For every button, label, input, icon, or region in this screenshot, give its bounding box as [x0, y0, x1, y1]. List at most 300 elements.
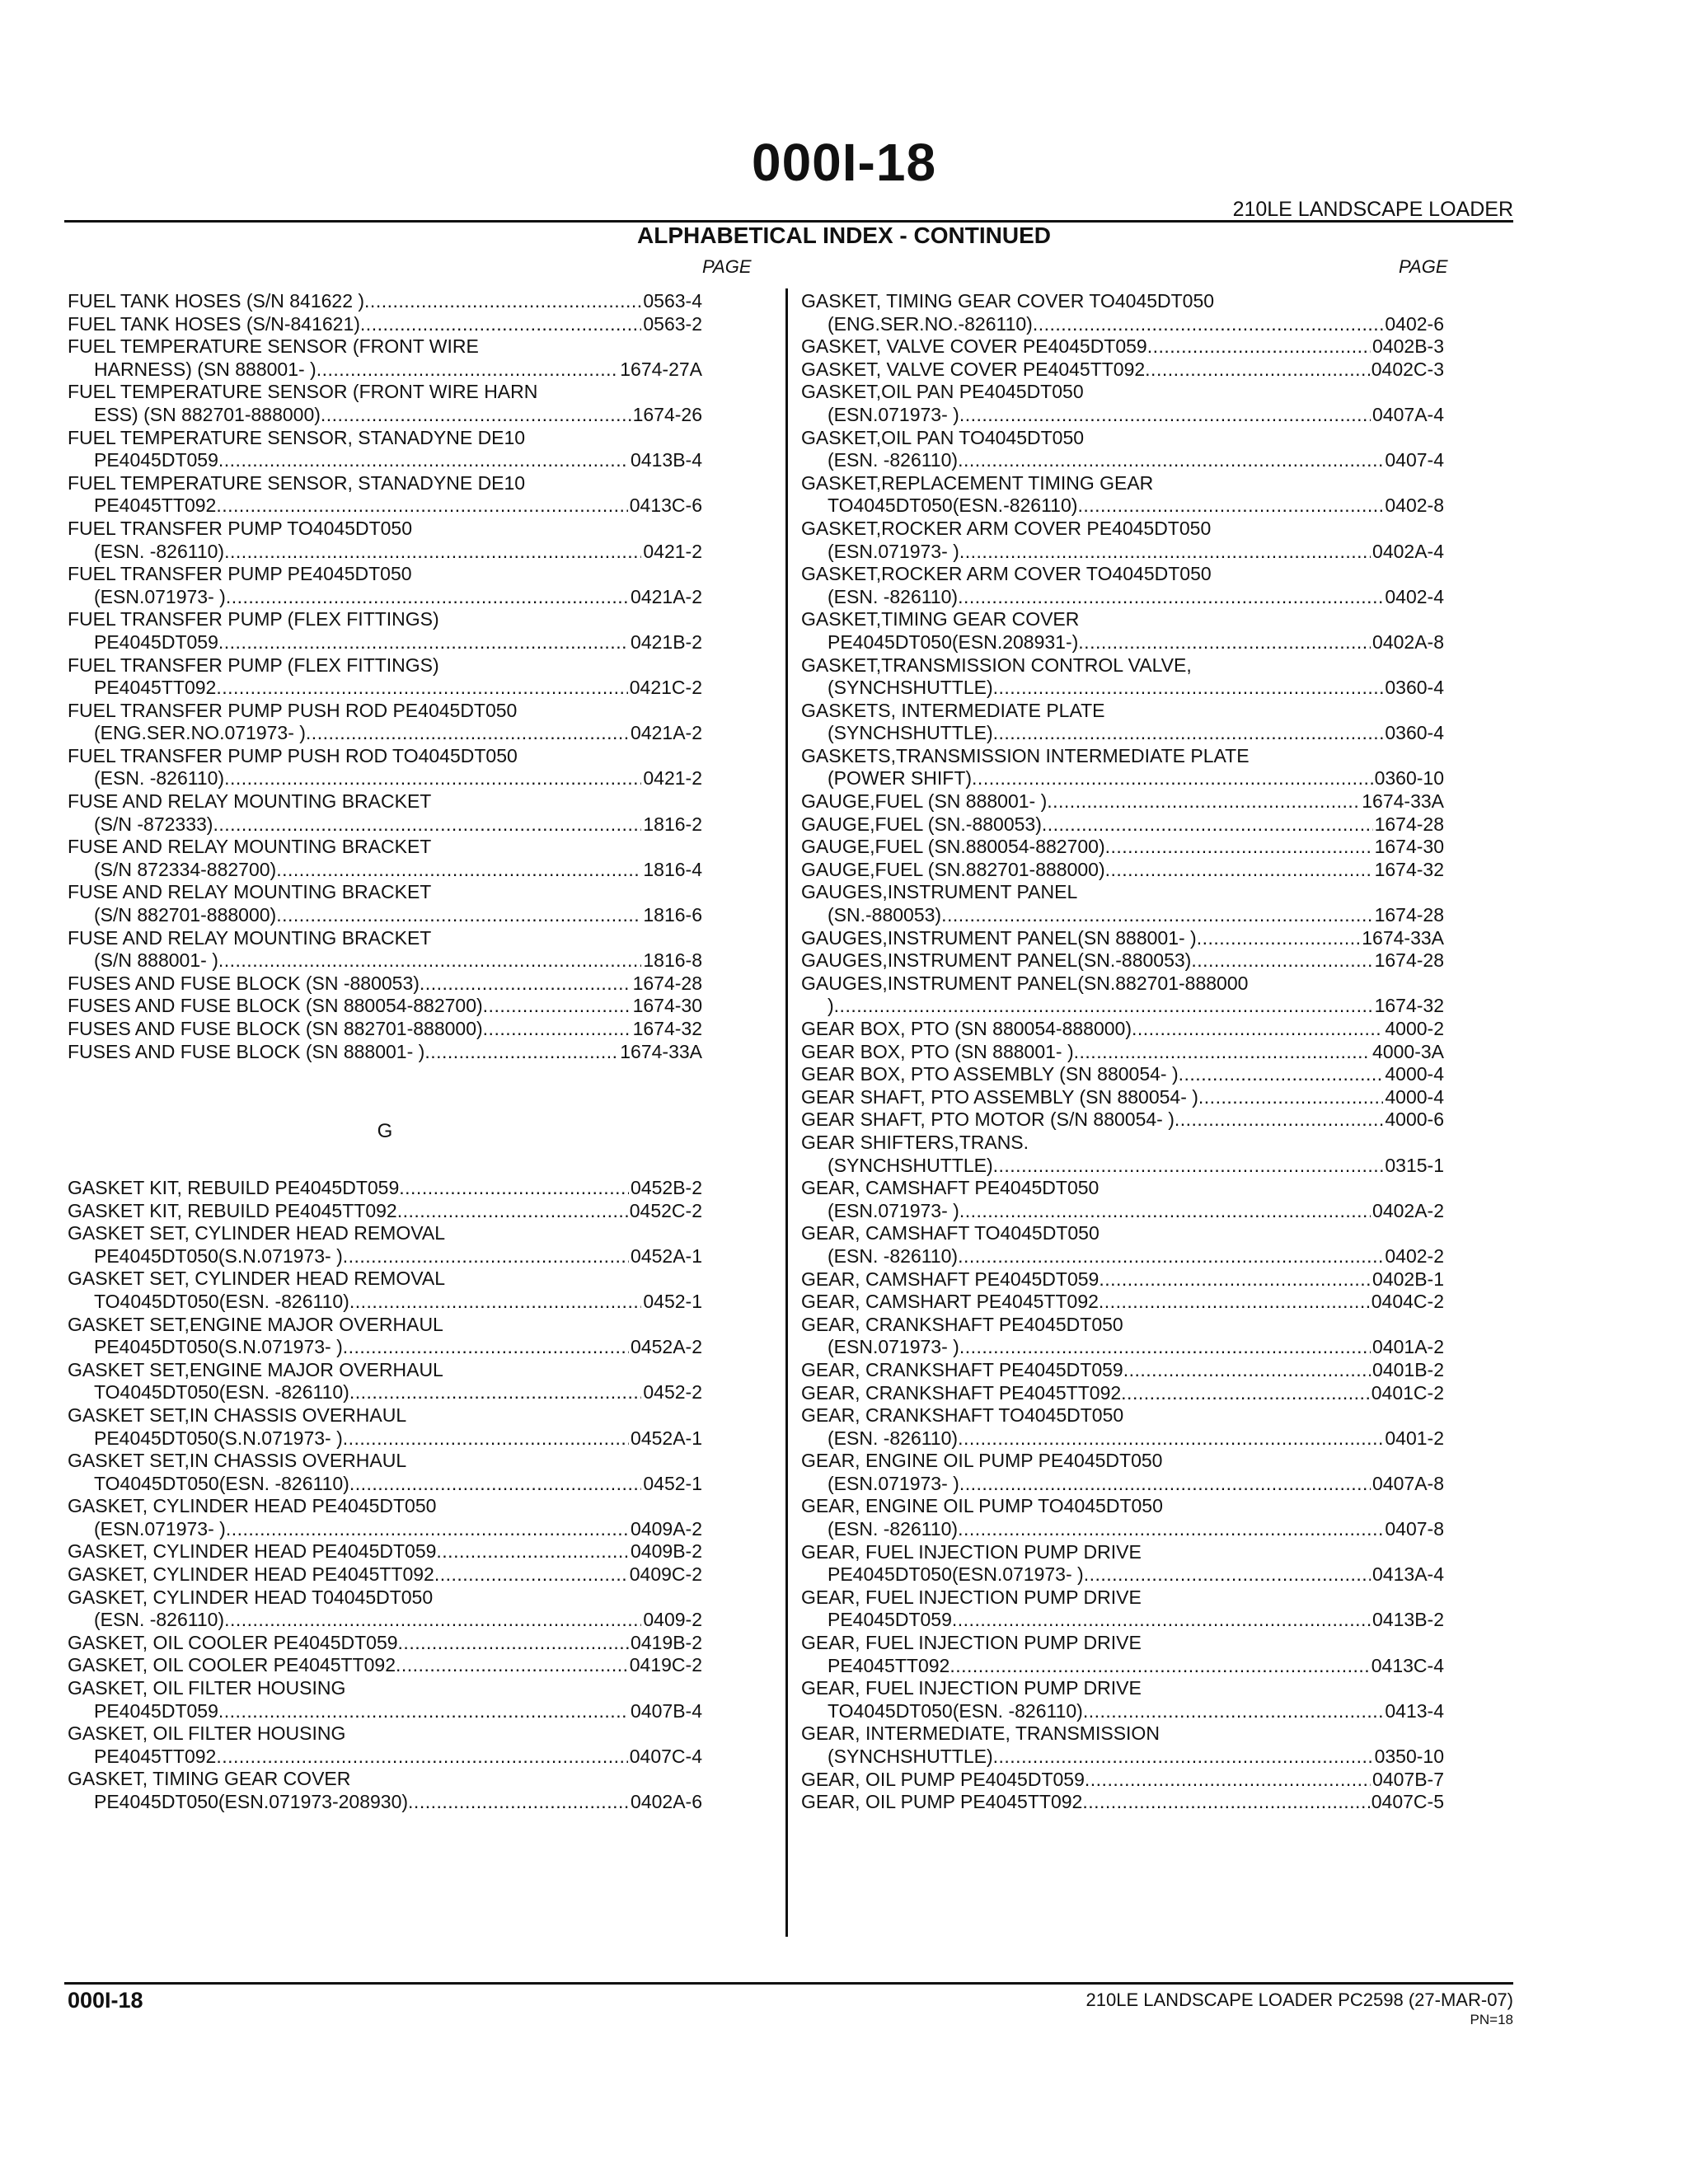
entry-text: FUEL TRANSFER PUMP PUSH ROD TO4045DT050 — [68, 744, 518, 766]
entry-page-ref: 4000-4 — [1385, 1063, 1444, 1085]
index-entry-line — [68, 1245, 702, 1268]
entry-text: FUEL TRANSFER PUMP PE4045DT050 — [68, 563, 412, 585]
index-entry — [68, 972, 702, 996]
index-entry-line — [801, 1041, 1444, 1064]
index-entry-line — [68, 1609, 702, 1632]
index-entry-line — [68, 1563, 702, 1586]
index-entry-line — [801, 1268, 1444, 1291]
index-entry-line — [68, 836, 702, 859]
entry-page-ref: 0407-8 — [1385, 1518, 1444, 1540]
index-entry-line — [68, 1291, 702, 1314]
index-entry-line — [68, 700, 702, 723]
entry-page-ref: 0402A-6 — [631, 1791, 702, 1812]
entry-text: (ESN.071973- ) — [828, 403, 959, 425]
footer-pn: PN=18 — [1470, 2012, 1513, 2027]
index-entry-line — [801, 1450, 1444, 1473]
index-entry-line — [801, 904, 1444, 927]
page-title: 000I-18 — [751, 133, 937, 192]
index-entry-line — [68, 1268, 702, 1291]
footer-rule — [64, 1982, 1513, 1985]
dot-leader — [993, 722, 1384, 745]
dot-leader — [396, 1654, 628, 1677]
dot-leader — [226, 586, 629, 609]
index-entry — [68, 472, 702, 518]
index-entry-line — [801, 359, 1444, 382]
entry-text: TO4045DT050(ESN. -826110) — [94, 1381, 349, 1404]
index-entry — [68, 700, 702, 745]
entry-page-ref: 1674-33A — [620, 1040, 702, 1062]
dot-leader — [1033, 313, 1384, 336]
entry-text: TO4045DT050(ESN. -826110) — [828, 1699, 1083, 1722]
index-entry-line — [68, 608, 702, 631]
entry-page-ref: 0407-4 — [1385, 449, 1444, 471]
dot-leader — [218, 949, 642, 972]
index-entry-line — [801, 767, 1444, 790]
entry-text: (SYNCHSHUTTLE) — [828, 677, 993, 699]
index-entry-line — [68, 1222, 702, 1245]
dot-leader — [972, 767, 1373, 790]
dot-leader — [224, 767, 641, 790]
index-entry-line — [801, 1018, 1444, 1041]
dot-leader — [834, 995, 1373, 1018]
dot-leader — [399, 1177, 629, 1200]
entry-page-ref: 1674-33A — [1362, 790, 1444, 813]
index-entry-line — [801, 1746, 1444, 1769]
dot-leader — [1077, 494, 1383, 518]
index-entry-line — [68, 1746, 702, 1769]
index-entry-line — [68, 631, 702, 654]
entry-text: (ESN. -826110) — [828, 1244, 959, 1267]
dot-leader — [1175, 1108, 1384, 1132]
entry-text: GAUGE,FUEL (SN 888001- ) — [801, 790, 1048, 813]
dot-leader — [958, 1518, 1383, 1541]
dot-leader — [1121, 1382, 1370, 1405]
index-entry — [68, 1177, 702, 1200]
entry-text: HARNESS) (SN 888001- ) — [94, 358, 316, 380]
index-entry — [68, 1041, 702, 1064]
index-entry-line — [801, 1791, 1444, 1814]
index-entry — [801, 700, 1444, 745]
entry-text: GASKET,TIMING GEAR COVER — [801, 608, 1080, 630]
dot-leader — [1082, 1791, 1369, 1814]
index-entry — [801, 359, 1444, 382]
index-entry — [801, 335, 1444, 359]
dot-leader — [958, 449, 1383, 472]
index-entry-line — [801, 631, 1444, 654]
index-entry-line — [801, 335, 1444, 359]
index-entry-line — [801, 1495, 1444, 1518]
entry-text: (ESN.071973- ) — [828, 1199, 959, 1221]
entry-text: (ESN. -826110) — [94, 767, 225, 790]
dot-leader — [952, 1609, 1371, 1632]
entry-page-ref: 0401-2 — [1385, 1427, 1444, 1449]
entry-page-ref: 0419B-2 — [631, 1631, 702, 1653]
entry-page-ref: 4000-3A — [1372, 1040, 1444, 1062]
index-entry-line — [801, 1086, 1444, 1109]
dot-leader — [224, 1609, 641, 1632]
entry-text: GASKET SET,IN CHASSIS OVERHAUL — [68, 1404, 407, 1426]
entry-page-ref: 0402-2 — [1385, 1244, 1444, 1267]
dot-leader — [213, 813, 641, 837]
dot-leader — [436, 1540, 629, 1563]
dot-leader — [216, 677, 627, 700]
entry-text: GEAR SHAFT, PTO MOTOR (S/N 880054- ) — [801, 1108, 1175, 1131]
entry-text: (ENG.SER.NO.-826110) — [828, 312, 1033, 335]
index-entry-line — [68, 335, 702, 359]
dot-leader — [216, 1746, 627, 1769]
entry-page-ref: 4000-2 — [1385, 1018, 1444, 1039]
entry-text: GASKET, OIL COOLER PE4045DT059 — [68, 1631, 398, 1653]
entry-text: FUEL TRANSFER PUMP PUSH ROD PE4045DT050 — [68, 699, 518, 721]
index-entry-line — [801, 1518, 1444, 1541]
index-entry-line — [801, 541, 1444, 564]
entry-text: GASKET, OIL COOLER PE4045TT092 — [68, 1654, 396, 1676]
spacer — [68, 1086, 702, 1109]
index-entry — [68, 1677, 702, 1722]
index-entry-line — [68, 1677, 702, 1700]
index-entry-line — [801, 1222, 1444, 1245]
section-title: ALPHABETICAL INDEX - CONTINUED — [637, 223, 1051, 248]
index-entry-line — [68, 949, 702, 972]
index-entry — [68, 563, 702, 608]
index-entry-line — [801, 381, 1444, 404]
entry-text: TO4045DT050(ESN. -826110) — [94, 1290, 349, 1312]
entry-page-ref: 0452A-2 — [631, 1336, 702, 1358]
index-entry-line — [68, 1336, 702, 1359]
entry-page-ref: 0407B-4 — [631, 1699, 702, 1722]
entry-page-ref: 0421-2 — [643, 767, 702, 790]
entry-page-ref: 0413B-2 — [1372, 1609, 1444, 1631]
index-entry — [801, 1769, 1444, 1792]
index-entry-line — [68, 359, 702, 382]
index-entry — [801, 881, 1444, 926]
entry-text: (S/N 882701-888000) — [94, 904, 277, 926]
entry-text: TO4045DT050(ESN.-826110) — [828, 494, 1078, 517]
entry-page-ref: 0401A-2 — [1372, 1336, 1444, 1358]
index-entry — [801, 745, 1444, 790]
index-entry-line — [801, 313, 1444, 336]
index-entry — [801, 836, 1444, 859]
entry-text: GEAR, FUEL INJECTION PUMP DRIVE — [801, 1632, 1142, 1654]
dot-leader — [349, 1381, 642, 1404]
dot-leader — [360, 313, 641, 336]
index-entry-line — [801, 1177, 1444, 1200]
dot-leader — [349, 1291, 642, 1314]
entry-text: FUSE AND RELAY MOUNTING BRACKET — [68, 790, 432, 813]
entry-text: GAUGES,INSTRUMENT PANEL(SN 888001- ) — [801, 926, 1197, 949]
entry-text: FUSES AND FUSE BLOCK (SN 882701-888000) — [68, 1018, 483, 1039]
entry-page-ref: 1816-6 — [643, 904, 702, 926]
index-entry-line — [801, 745, 1444, 768]
entry-text: (ESN. -826110) — [94, 540, 225, 562]
index-entry — [68, 1314, 702, 1359]
entry-text: FUSES AND FUSE BLOCK (SN -880053) — [68, 972, 420, 994]
index-entry — [801, 1632, 1444, 1677]
entry-page-ref: 1674-28 — [1374, 904, 1444, 926]
entry-page-ref: 0404C-2 — [1371, 1291, 1444, 1313]
entry-text: GASKET, VALVE COVER PE4045TT092 — [801, 358, 1146, 380]
footer-page-number: 000I-18 — [68, 1988, 143, 2013]
entry-text: (ESN.071973- ) — [94, 585, 226, 607]
index-entry — [68, 1586, 702, 1632]
entry-text: (ESN. -826110) — [828, 449, 959, 471]
index-entry-line — [68, 1768, 702, 1791]
index-entry — [68, 1654, 702, 1677]
entry-page-ref: 0413C-4 — [1371, 1654, 1444, 1676]
entry-text: FUEL TEMPERATURE SENSOR (FRONT WIRE — [68, 335, 479, 358]
index-entry-line — [801, 1655, 1444, 1678]
entry-page-ref: 0413A-4 — [1372, 1563, 1444, 1586]
index-entry — [68, 745, 702, 790]
entry-page-ref: 0402A-2 — [1372, 1199, 1444, 1221]
entry-text: FUEL TRANSFER PUMP TO4045DT050 — [68, 517, 412, 539]
entry-text: GAUGES,INSTRUMENT PANEL — [801, 881, 1078, 903]
entry-text: GASKET, VALVE COVER PE4045DT059 — [801, 335, 1147, 358]
dot-leader — [958, 1427, 1383, 1451]
index-entry — [801, 1722, 1444, 1768]
dot-leader — [483, 1018, 631, 1041]
entry-page-ref: 1674-28 — [1374, 813, 1444, 835]
entry-text: TO4045DT050(ESN. -826110) — [94, 1472, 349, 1494]
index-entry-line — [68, 494, 702, 518]
index-entry-line — [801, 563, 1444, 586]
index-entry — [801, 654, 1444, 700]
index-entry-line — [68, 586, 702, 609]
index-entry-line — [68, 1540, 702, 1563]
entry-text: GEAR, CAMSHAFT PE4045DT059 — [801, 1268, 1100, 1290]
index-entry — [68, 1450, 702, 1495]
dot-leader — [398, 1632, 629, 1655]
index-entry-line — [68, 1791, 702, 1814]
index-entry-line — [68, 1041, 702, 1064]
index-entry — [68, 1359, 702, 1404]
entry-text: GASKET SET, CYLINDER HEAD REMOVAL — [68, 1268, 445, 1290]
index-entry-line — [68, 518, 702, 541]
entry-text: PE4045DT059 — [94, 630, 218, 653]
dot-leader — [218, 1700, 629, 1723]
entry-page-ref: 0409-2 — [643, 1609, 702, 1631]
entry-text: (S/N 888001- ) — [94, 949, 218, 972]
entry-text: ) — [828, 995, 834, 1017]
index-entry-line — [68, 1518, 702, 1541]
index-entry — [801, 1268, 1444, 1291]
entry-page-ref: 0360-4 — [1385, 722, 1444, 744]
index-entry — [801, 1677, 1444, 1722]
index-entry-line — [801, 1108, 1444, 1132]
entry-text: GASKET, TIMING GEAR COVER — [68, 1768, 351, 1790]
index-entry — [68, 1722, 702, 1768]
index-entry-line — [801, 859, 1444, 882]
entry-text: GEAR, CRANKSHAFT PE4045DT059 — [801, 1358, 1123, 1380]
entry-text: GASKET, OIL FILTER HOUSING — [68, 1722, 346, 1745]
entry-page-ref: 0402B-3 — [1372, 335, 1444, 358]
index-entry — [801, 1063, 1444, 1086]
index-entry-line — [68, 1722, 702, 1746]
index-entry-line — [68, 1586, 702, 1610]
entry-text: GASKET, CYLINDER HEAD PE4045DT059 — [68, 1540, 437, 1563]
entry-page-ref: 0413C-6 — [629, 494, 702, 517]
index-entry — [68, 927, 702, 972]
index-entry — [68, 790, 702, 836]
dot-leader — [1083, 1700, 1384, 1723]
entry-text: GASKET SET,ENGINE MAJOR OVERHAUL — [68, 1313, 443, 1335]
entry-text: GASKET SET, CYLINDER HEAD REMOVAL — [68, 1222, 445, 1244]
entry-text: GASKETS, INTERMEDIATE PLATE — [801, 699, 1105, 721]
index-entry-line — [68, 472, 702, 495]
entry-page-ref: 0452-2 — [643, 1381, 702, 1404]
index-entry — [801, 1018, 1444, 1041]
index-entry — [68, 1268, 702, 1313]
dot-leader — [1191, 949, 1372, 972]
index-entry-line — [68, 1314, 702, 1337]
entry-page-ref: 0409C-2 — [629, 1563, 702, 1586]
index-entry-line — [68, 927, 702, 950]
index-entry-line — [801, 1563, 1444, 1586]
index-entry — [801, 608, 1444, 654]
index-entry-line — [68, 1654, 702, 1677]
index-entry-line — [801, 1541, 1444, 1564]
index-entry — [801, 859, 1444, 882]
entry-text: GAUGE,FUEL (SN.882701-888000) — [801, 858, 1105, 880]
index-entry — [68, 1540, 702, 1563]
dot-leader — [349, 1473, 642, 1496]
dot-leader — [1179, 1063, 1384, 1086]
footer-info: 210LE LANDSCAPE LOADER PC2598 (27-MAR-07) — [1085, 1990, 1513, 2010]
index-entry — [801, 563, 1444, 608]
entry-page-ref: 0402A-4 — [1372, 540, 1444, 562]
index-entry-line — [68, 1381, 702, 1404]
entry-text: GASKET,ROCKER ARM COVER PE4045DT050 — [801, 517, 1212, 539]
dot-leader — [276, 859, 641, 882]
entry-text: GASKET, OIL FILTER HOUSING — [68, 1677, 346, 1699]
index-entry-line — [801, 1063, 1444, 1086]
entry-page-ref: 0452C-2 — [629, 1199, 702, 1221]
entry-text: GEAR, CRANKSHAFT PE4045DT050 — [801, 1313, 1123, 1335]
entry-text: GEAR, FUEL INJECTION PUMP DRIVE — [801, 1540, 1142, 1563]
dot-leader — [1198, 1086, 1383, 1109]
dot-leader — [958, 586, 1383, 609]
entry-text: GASKET KIT, REBUILD PE4045DT059 — [68, 1176, 400, 1198]
entry-page-ref: 0413-4 — [1385, 1699, 1444, 1722]
entry-page-ref: 0421-2 — [643, 540, 702, 562]
entry-text: PE4045DT050(S.N.071973- ) — [94, 1336, 343, 1358]
entry-page-ref: 0452A-1 — [631, 1427, 702, 1449]
entry-page-ref: 1674-32 — [1374, 995, 1444, 1017]
dot-leader — [959, 404, 1371, 427]
entry-text: (ENG.SER.NO.071973- ) — [94, 722, 306, 744]
index-entry-line — [801, 722, 1444, 745]
index-entry-line — [68, 859, 702, 882]
index-entry — [801, 790, 1444, 813]
index-entry-line — [801, 1677, 1444, 1700]
entry-text: GAUGE,FUEL (SN.880054-882700) — [801, 836, 1105, 858]
spacer — [68, 1063, 702, 1086]
entry-text: GEAR SHIFTERS,TRANS. — [801, 1131, 1029, 1153]
dot-leader — [216, 494, 627, 518]
index-entry — [68, 654, 702, 700]
dot-leader — [1074, 1041, 1371, 1064]
dot-leader — [959, 541, 1371, 564]
entry-text: FUSE AND RELAY MOUNTING BRACKET — [68, 881, 432, 903]
dot-leader — [1145, 359, 1370, 382]
index-entry — [801, 927, 1444, 950]
index-entry — [801, 972, 1444, 1018]
entry-text: GEAR, CRANKSHAFT TO4045DT050 — [801, 1404, 1124, 1427]
entry-text: PE4045TT092 — [94, 494, 217, 517]
dot-leader — [1084, 1563, 1371, 1586]
index-entry — [801, 290, 1444, 335]
entry-text: GEAR BOX, PTO (SN 880054-888000) — [801, 1018, 1132, 1039]
entry-text: GEAR, OIL PUMP PE4045DT059 — [801, 1768, 1085, 1790]
entry-text: (ESN. -826110) — [828, 1518, 959, 1540]
dot-leader — [420, 972, 631, 996]
index-entry — [68, 1632, 702, 1655]
entry-page-ref: 0401C-2 — [1371, 1381, 1444, 1404]
index-entry-line — [68, 881, 702, 904]
index-entry-line — [801, 700, 1444, 723]
entry-text: GEAR, CAMSHAFT PE4045DT050 — [801, 1177, 1100, 1199]
index-entry — [68, 1563, 702, 1586]
entry-text: PE4045DT050(S.N.071973- ) — [94, 1244, 343, 1267]
index-entry — [68, 518, 702, 563]
index-entry-line — [68, 404, 702, 427]
entry-text: FUEL TANK HOSES (S/N-841621) — [68, 312, 360, 335]
dot-leader — [1099, 1291, 1370, 1314]
entry-page-ref: 0402-6 — [1385, 312, 1444, 335]
entry-page-ref: 0407C-5 — [1371, 1791, 1444, 1813]
index-entry-line — [801, 1586, 1444, 1610]
dot-leader — [950, 1655, 1369, 1678]
entry-page-ref: 0563-2 — [643, 312, 702, 335]
index-entry — [68, 381, 702, 426]
index-entry-line — [68, 381, 702, 404]
entry-text: FUEL TEMPERATURE SENSOR, STANADYNE DE10 — [68, 471, 526, 494]
dot-leader — [408, 1791, 629, 1814]
dot-leader — [364, 290, 641, 313]
entry-page-ref: 0402-8 — [1385, 494, 1444, 517]
entry-page-ref: 1674-28 — [1374, 949, 1444, 972]
entry-page-ref: 0421A-2 — [631, 722, 702, 744]
entry-text: (S/N 872334-882700) — [94, 858, 277, 880]
entry-page-ref: 1816-8 — [643, 949, 702, 972]
entry-text: FUEL TEMPERATURE SENSOR (FRONT WIRE HARN — [68, 381, 538, 403]
dot-leader — [321, 404, 631, 427]
index-entry — [801, 1177, 1444, 1222]
entry-page-ref: 1816-2 — [643, 813, 702, 835]
entry-text: (ESN. -826110) — [828, 585, 959, 607]
index-entry-line — [801, 1382, 1444, 1405]
entry-text: FUEL TRANSFER PUMP (FLEX FITTINGS) — [68, 608, 439, 630]
entry-page-ref: 1674-28 — [632, 972, 702, 994]
index-entry-line — [801, 1155, 1444, 1178]
index-entry-line — [801, 290, 1444, 313]
index-entry — [68, 313, 702, 336]
index-entry-line — [801, 1700, 1444, 1723]
index-entry — [68, 1222, 702, 1268]
index-entry — [801, 1495, 1444, 1540]
entry-text: GEAR, FUEL INJECTION PUMP DRIVE — [801, 1586, 1142, 1608]
dot-leader — [1047, 790, 1360, 813]
index-entries-g — [68, 1177, 702, 1814]
entry-text: FUSES AND FUSE BLOCK (SN 880054-882700) — [68, 995, 483, 1017]
entry-page-ref: 0409A-2 — [631, 1517, 702, 1540]
index-entry-line — [68, 1632, 702, 1655]
index-entry-line — [68, 1177, 702, 1200]
index-entry-line — [801, 927, 1444, 950]
dot-leader — [226, 1518, 629, 1541]
dot-leader — [1147, 335, 1371, 359]
index-entry-line — [68, 654, 702, 677]
